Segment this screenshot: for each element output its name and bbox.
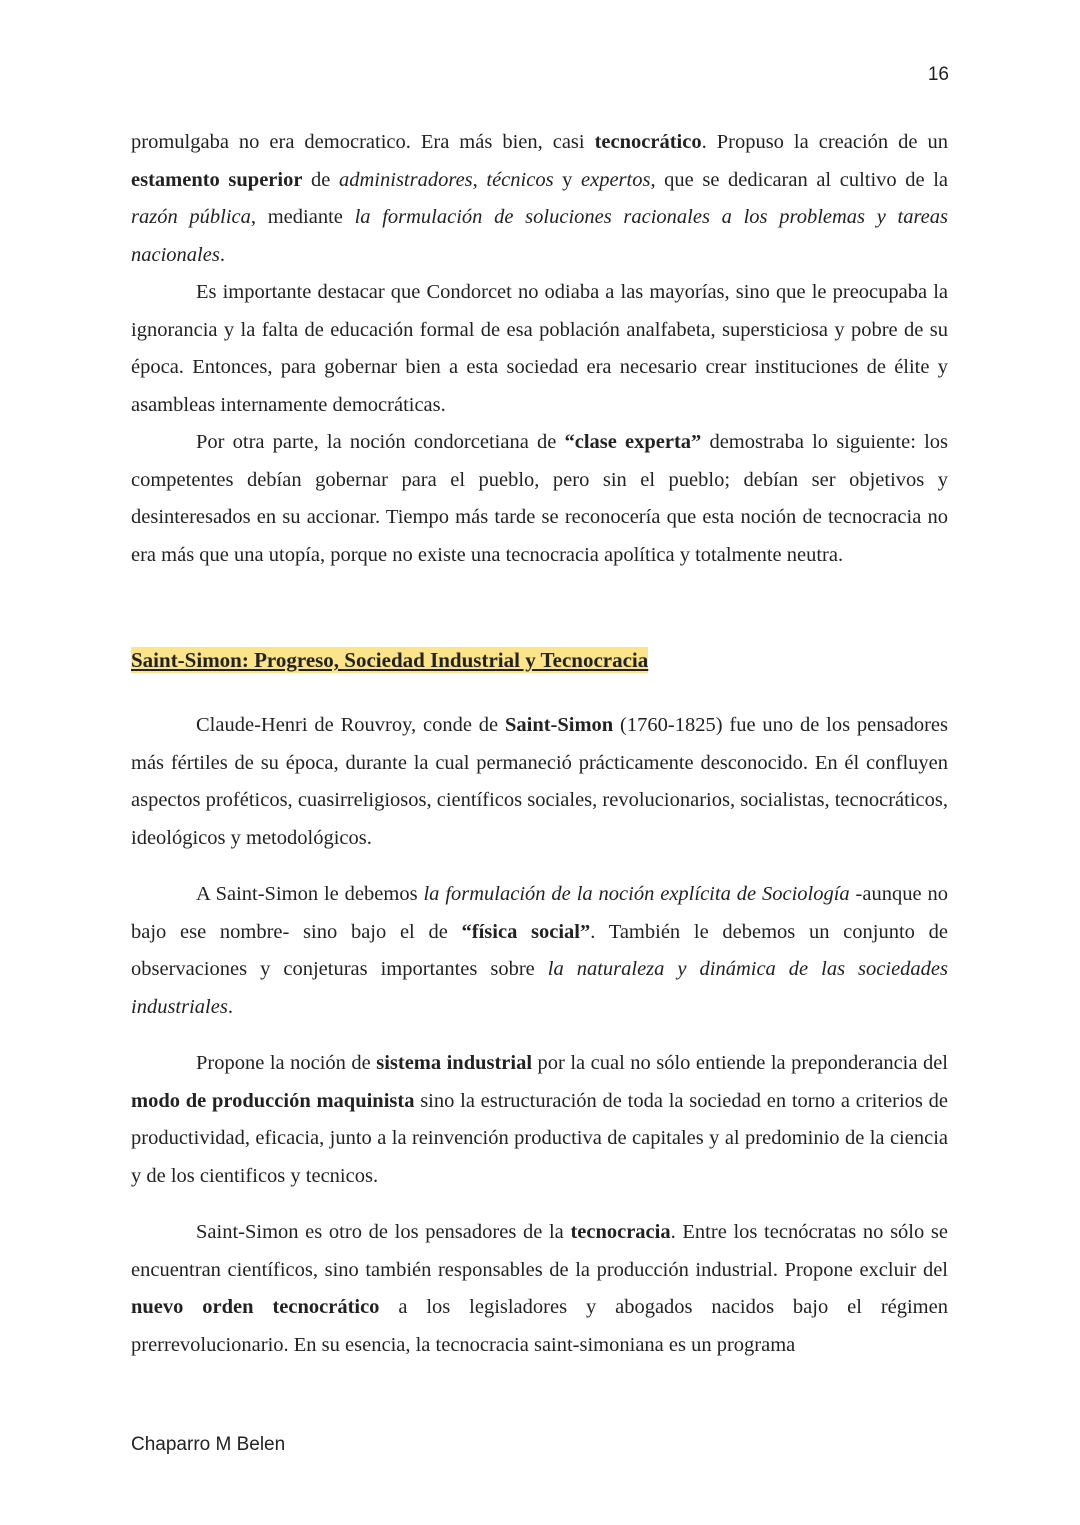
page-number: 16 (927, 64, 949, 85)
paragraph-1 (131, 124, 948, 274)
paragraph-2: Es importante destacar que Condorcet no odiaba a las mayorías, sino que le preocupaba la ignorancia y la falta de educación formal de esa población analfabeta, supersticiosa y pobre de su época. Entonces, para gobernar bien a esta sociedad era necesario crear instituciones de élite y asambleas internamente democráticas. (131, 281, 948, 416)
bold-text: Saint-Simon (504, 714, 614, 736)
text: . Propuso la creación de un (701, 131, 948, 153)
text: por la cual no sólo entiende la preponderancia del (532, 1052, 948, 1074)
bold-text: nuevo orden tecnocrático (131, 1296, 380, 1318)
text: Propone la noción de (196, 1052, 377, 1074)
text: -aunque no bajo ese nombre- sino bajo el de (131, 883, 948, 943)
text: Saint-Simon es otro de los pensadores de la (196, 1221, 571, 1243)
paragraph-6 (131, 1045, 948, 1195)
bold-text: modo de producción maquinista (131, 1089, 415, 1112)
text: , mediante (250, 206, 355, 228)
text: promulgaba no era democratico. Era más bien, casi (131, 131, 595, 153)
paragraph-7 (131, 1214, 948, 1364)
text: sino la estructuración de toda la sociedad en torno a criterios de productividad, eficacia, junto a la reinvención productiva de capitales y al predominio de la ciencia y de los cientificos y tecnicos. (131, 1089, 948, 1187)
text: . También le debemos un conjunto de observaciones y conjeturas importantes sobre (131, 920, 948, 980)
text: Claude-Henri de Rouvroy, conde de (196, 714, 505, 736)
bold-text: tecnocrático (594, 131, 702, 153)
italic-text: administradores (339, 168, 473, 191)
text: A Saint-Simon le debemos (196, 883, 424, 905)
italic-text: expertos (581, 168, 651, 191)
text: de (302, 168, 339, 191)
paragraph-5 (131, 876, 948, 1026)
italic-text: la formulación de soluciones racionales a los problemas y tareas nacionales (131, 206, 948, 266)
italic-text: la formulación de la noción explícita de Sociología (423, 883, 850, 905)
bold-text: estamento superior (131, 168, 303, 191)
bold-text: “clase experta” (564, 431, 702, 453)
paragraph-4 (131, 707, 948, 857)
text: (1760-1825) fue uno de los pensadores más fértiles de su época, durante la cual permaneció prácticamente desconocido. En él confluyen aspectos proféticos, cuasirreligiosos, científicos sociales, revolucionarios, socialistas, tecnocráticos, ideológicos y metodológicos. (131, 714, 948, 849)
document-body (131, 124, 948, 1364)
section-heading-text: Saint-Simon: Progreso, Sociedad Industrial y Tecnocracia (131, 648, 649, 672)
text: . (219, 243, 225, 266)
bold-text: “física social” (461, 920, 591, 943)
text: a los legisladores y abogados nacidos bajo el régimen prerrevolucionario. En su esencia, la tecnocracia saint-simoniana es un programa (131, 1296, 948, 1356)
text: Por otra parte, la noción condorcetiana de (196, 431, 565, 453)
italic-text: razón pública (131, 206, 251, 228)
paragraph-3 (131, 424, 948, 574)
footer-author: Chaparro M Belen (131, 1434, 286, 1455)
text: demostraba lo siguiente: los competentes debían gobernar para el pueblo, pero sin el pueblo; debían ser objetivos y desinteresados en su accionar. Tiempo más tarde se reconocería que esta noción de tecnocracia no era más que una utopía, porque no existe una tecnocracia apolítica y totalmente neutra. (131, 431, 948, 566)
text: , (472, 168, 487, 191)
text: . (227, 995, 233, 1018)
text: . Entre los tecnócratas no sólo se encuentran científicos, sino también responsables de la producción industrial. Propone excluir del (131, 1221, 948, 1281)
bold-text: sistema industrial (376, 1052, 533, 1074)
text: y (553, 168, 581, 191)
text: , que se dedicaran al cultivo de la (650, 168, 949, 191)
bold-text: tecnocracia (570, 1221, 671, 1243)
italic-text: técnicos (486, 168, 554, 191)
section-heading (131, 645, 948, 675)
italic-text: la naturaleza y dinámica de las sociedades industriales (131, 958, 948, 1018)
